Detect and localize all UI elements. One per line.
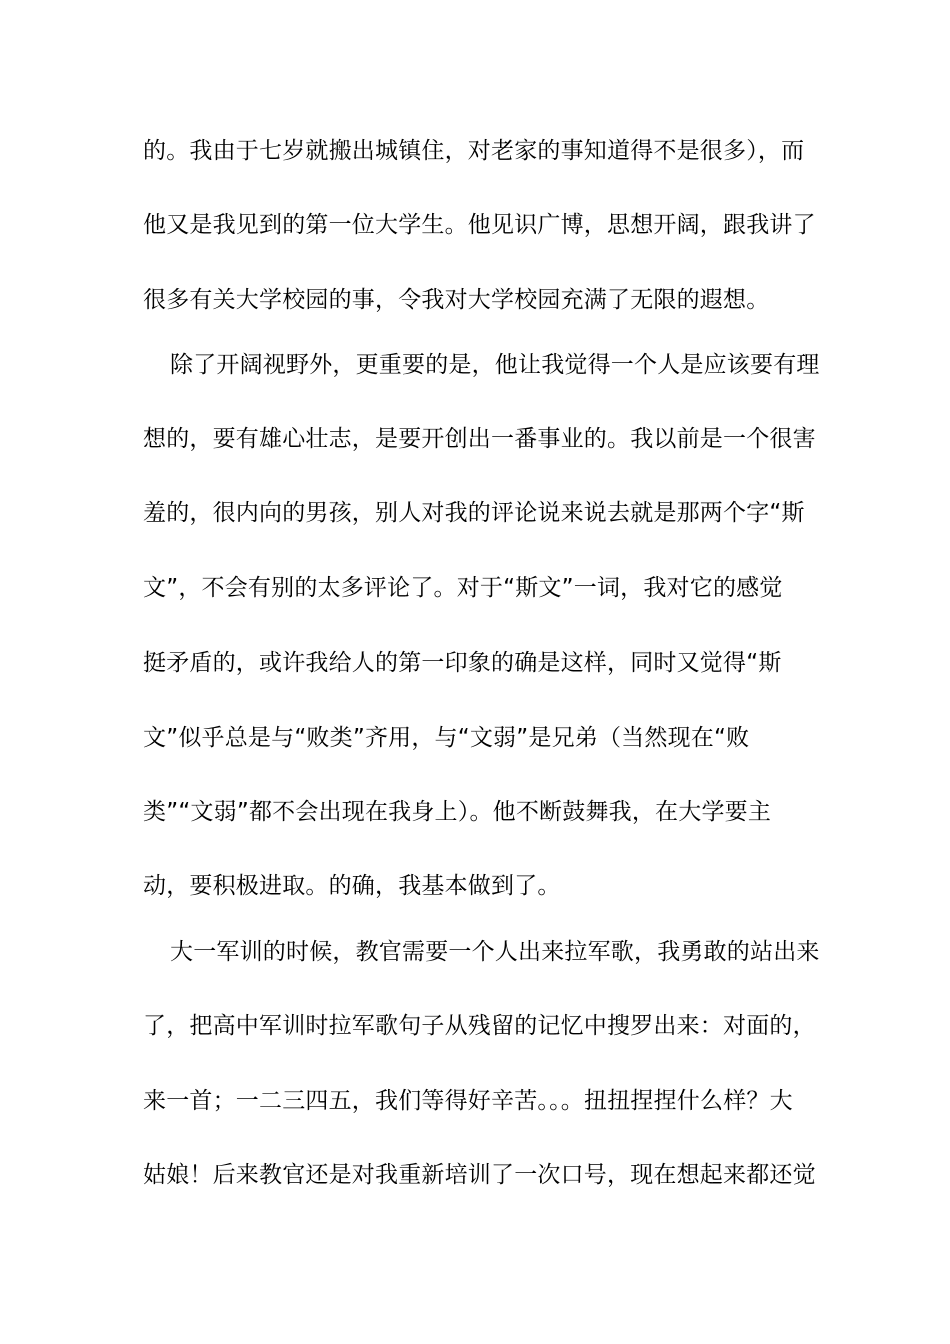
- text-line: 羞的，很内向的男孩，别人对我的评论说来说去就是那两个字“斯: [143, 500, 805, 526]
- text-line: 的。我由于七岁就搬出城镇住，对老家的事知道得不是很多），而: [143, 138, 805, 164]
- paragraph-first-line: 大一军训的时候，教官需要一个人出来拉军歌，我勇敢的站出来: [170, 939, 820, 965]
- text-line: 他又是我见到的第一位大学生。他见识广博，思想开阔，跟我讲了: [143, 212, 816, 238]
- text-line: 姑娘！后来教官还是对我重新培训了一次口号，现在想起来都还觉: [143, 1162, 816, 1188]
- text-line: 动，要积极进取。的确，我基本做到了。: [143, 873, 561, 899]
- text-line: 类”“文弱”都不会出现在我身上）。他不断鼓舞我，在大学要主: [143, 799, 772, 825]
- paragraph-first-line: 除了开阔视野外，更重要的是，他让我觉得一个人是应该要有理: [170, 352, 820, 378]
- text-line: 挺矛盾的，或许我给人的第一印象的确是这样，同时又觉得“斯: [143, 650, 782, 676]
- text-line: 很多有关大学校园的事，令我对大学校园充满了无限的遐想。: [143, 287, 770, 313]
- text-line: 来一首；一二三四五，我们等得好辛苦。。。扭扭捏捏什么样？大: [143, 1088, 793, 1114]
- text-line: 文”似乎总是与“败类”齐用，与“文弱”是兄弟（当然现在“败: [143, 725, 750, 751]
- text-line: 了，把高中军训时拉军歌句子从残留的记忆中搜罗出来：对面的，: [143, 1013, 816, 1039]
- text-line: 想的，要有雄心壮志，是要开创出一番事业的。我以前是一个很害: [143, 426, 816, 452]
- text-line: 文”，不会有别的太多评论了。对于“斯文”一词，我对它的感觉: [143, 575, 783, 601]
